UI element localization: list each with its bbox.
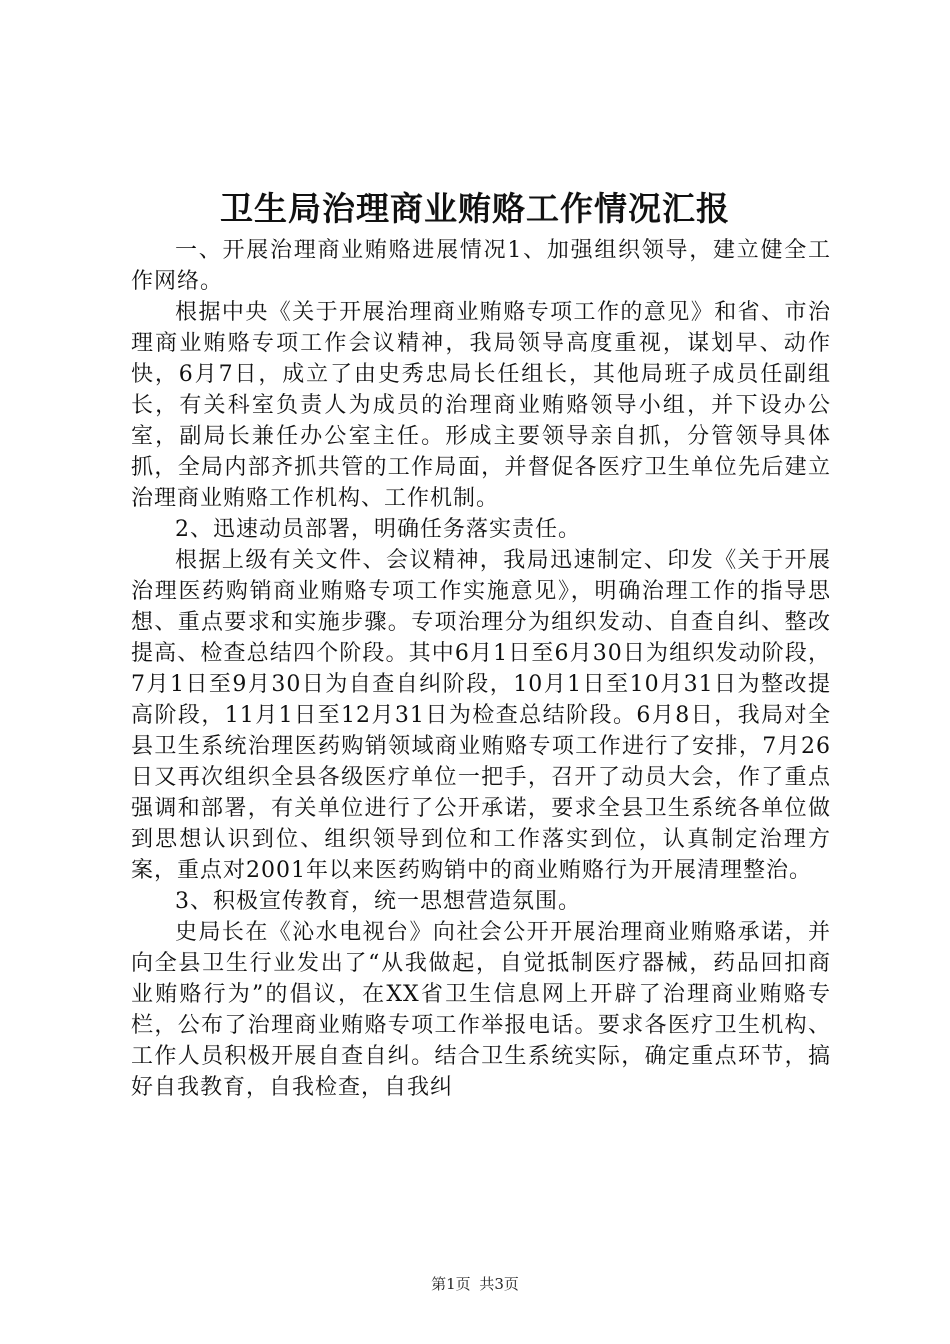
paragraph-item-2-heading: 2、迅速动员部署，明确任务落实责任。 [175,517,581,542]
page-footer [0,1274,950,1294]
paragraph-item-3-heading: 3、积极宣传教育，统一思想营造氛围。 [175,889,581,914]
document-body [131,235,831,1103]
document-title: 卫生局治理商业贿赂工作情况汇报 [220,189,730,228]
paragraph-organization: 根据中央《关于开展治理商业贿赂专项工作的意见》和省、市治理商业贿赂专项工作会议精神，我局领导高度重视，谋划早、动作快，6月7日，成立了由史秀忠局长任组长，其他局班子成员任副组长，有关科室负责人为成员的治理商业贿赂领导小组，并下设办公室，副局长兼任办公室主任。形成主要领导亲自抓，分管领导具体抓，全局内部齐抓共管的工作局面，并督促各医疗卫生单位先后建立治理商业贿赂工作机构、工作机制。 [131,300,831,511]
paragraph-publicity: 史局长在《沁水电视台》向社会公开开展治理商业贿赂承诺，并向全县卫生行业发出了“从我做起，自觉抵制医疗器械，药品回扣商业贿赂行为”的倡议，在XX省卫生信息网上开辟了治理商业贿赂专栏，公布了治理商业贿赂专项工作举报电话。要求各医疗卫生机构、工作人员积极开展自查自纠。结合卫生系统实际，确定重点环节，搞好自我教育，自我检查，自我纠 [131,920,831,1100]
paragraph-section-1-heading: 一、开展治理商业贿赂进展情况1、加强组织领导，建立健全工作网络。 [131,238,831,294]
page-total: 共3页 [479,1275,519,1293]
paragraph-deployment: 根据上级有关文件、会议精神，我局迅速制定、印发《关于开展治理医药购销商业贿赂专项工作实施意见》，明确治理工作的指导思想、重点要求和实施步骤。专项治理分为组织发动、自查自纠、整改提高、检查总结四个阶段。其中6月1日至6月30日为组织发动阶段，7月1日至9月30日为自查自纠阶段，10月1日至10月31日为整改提高阶段，11月1日至12月31日为检查总结阶段。6月8日，我局对全县卫生系统治理医药购销领域商业贿赂专项工作进行了安排，7月26日又再次组织全县各级医疗单位一把手，召开了动员大会，作了重点强调和部署，有关单位进行了公开承诺，要求全县卫生系统各单位做到思想认识到位、组织领导到位和工作落实到位，认真制定治理方案，重点对2001年以来医药购销中的商业贿赂行为开展清理整治。 [131,548,831,883]
page-number: 第1页 [431,1275,471,1293]
